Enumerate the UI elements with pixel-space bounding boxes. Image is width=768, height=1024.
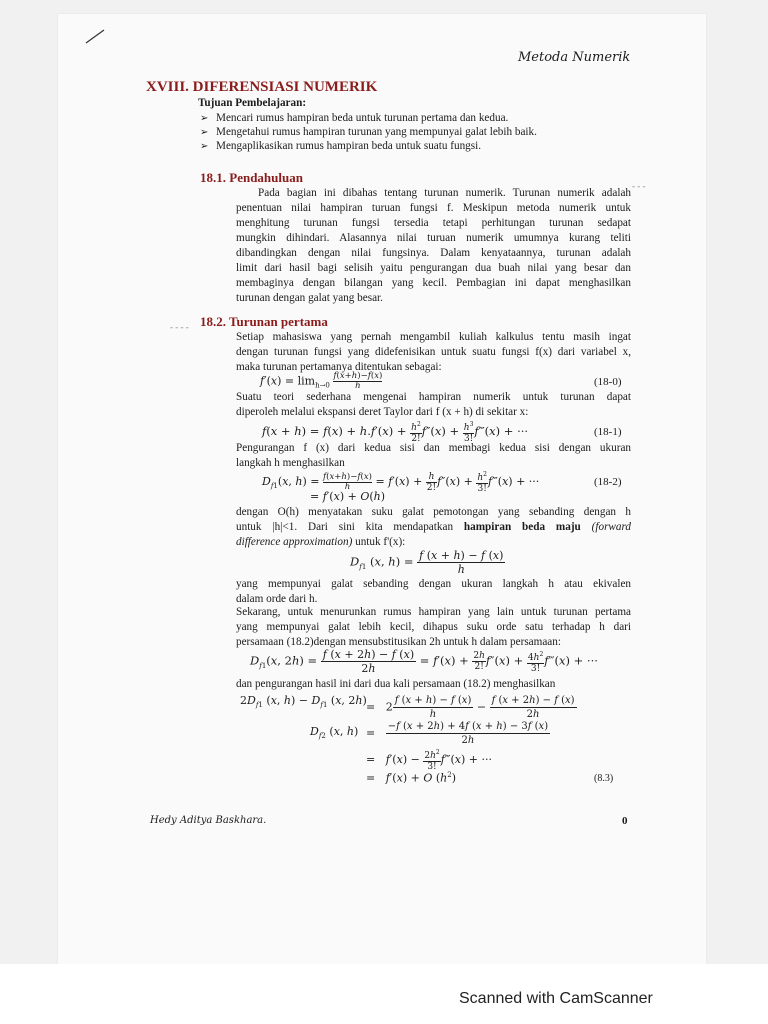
arrow-bullet-icon: ➢ (200, 113, 209, 124)
intro-paragraph-body: penentuan nilai hampiran turuan fungsi f. Meskipun metoda numerik untuk menghitung turunan fungsi tersedia tetapi perhitungan turunan sedapat mungkin dihindari. Alasannya nilai turuan numerik umumnya kurang teliti dibandingkan dengan nilai fungsinya. Dalam kenyataannya, turunan adalah limit dari hasil bagi selisih yaitu pengurangan dua buah nilai yang besar dan membaginya dengan bilangan yang kecil. Pembagian ini dapat menghasilkan turunan dengan galat yang besar. (236, 202, 631, 304)
equation-forward-difference-2h: $D_{f1}(x$, 2h) = $\frac{f (x + 2h) - f (x)}{2h}$ = f′(x) + $\frac{2h}{2!}$ f″(x) + $\frac{4h^2}{3!}$ f‴(x) + ··· (250, 648, 598, 675)
equation-number: (18-1) (594, 426, 622, 438)
page-number: 0 (622, 815, 628, 827)
order-paragraph: dengan O(h) menyatakan suku galat pemotongan yang sebanding dengan h untuk |h|<1. Dari sini kita mendapatkan hampiran beda maju (forward difference approximation) untuk f'(x): (236, 506, 632, 548)
equation-central-difference-lhs: $D_{f2}$ (x, h) (310, 725, 359, 741)
equation-central-difference-rhs: = $\frac{-f (x + 2h) + 4f (x + h) - 3f (x)}{2h}$ (366, 721, 549, 746)
equation-number: (8.3) (594, 773, 614, 784)
equation-error-order: = f′(x) + O $(h^2)$ (366, 771, 457, 785)
scan-mark: - - - (632, 181, 646, 191)
course-header: Metoda Numerik (518, 50, 631, 65)
objective-item: ➢ Mengetahui rumus hampiran turunan yang mempunyai galat lebih baik. (200, 126, 537, 138)
scanner-watermark: Scanned with CamScanner (459, 990, 653, 1007)
equation-taylor-series: f(x + h) = f(x) + h.f′(x) + $\frac{h^2}{2!}$ f″(x) + $\frac{h^3}{3!}$ f‴(x) + ··· (262, 421, 529, 444)
equation-forward-difference-order: = f′(x) + O(h) (310, 490, 386, 503)
taylor-paragraph: Suatu teori sederhana mengenai hampiran numerik untuk turunan dapat diperoleh melalui ekspansi deret Taylor dari f (x + h) di sekitar x: (236, 391, 631, 418)
subtract-paragraph: Pengurangan f (x) dari kedua sisi dan membagi kedua sisi dengan ukuran langkah h menghasilkan (236, 442, 631, 469)
equation-derivative-limit: $f'(x) = \lim_{h\to 0}$ $\frac{f(x+h)-f(x)}{h}$ (260, 371, 383, 391)
chapter-title: XVIII. DIFERENSIASI NUMERIK (146, 79, 378, 95)
section-heading-pendahuluan: 18.1. Pendahuluan (200, 170, 303, 185)
equation-error-term: = f′(x) − $\frac{2h^2}{3!}$ f‴(x) + ··· (366, 749, 492, 772)
arrow-bullet-icon: ➢ (200, 127, 209, 138)
equation-number: (18-0) (594, 376, 622, 388)
equation-combination-lhs: $2D_{f1}$ (x, $h) - D_{f1}$ (x, 2h) (240, 694, 367, 710)
objective-item: ➢ Mencari rumus hampiran beda untuk turunan pertama dan kedua. (200, 112, 509, 124)
next-paragraph: Sekarang, untuk menurunkan rumus hampiran yang lain untuk turunan pertama yang mempunyai galat lebih kecil, dihapus suku orde satu terhadap h dari persamaan (18.2)dengan mensubstitusikan 2h untuk h dalam persamaan: (236, 606, 631, 648)
pen-mark-icon (84, 26, 144, 46)
objectives-heading: Tujuan Pembelajaran: (198, 97, 307, 109)
arrow-bullet-icon: ➢ (200, 141, 209, 152)
galat-paragraph: yang mempunyai galat sebanding dengan ukuran langkah h atau ekivalen dalam orde dari h. (236, 578, 631, 605)
intro-paragraph: Pada bagian ini dibahas tentang turunan numerik. Turunan numerik adalah (258, 187, 631, 199)
objective-item: ➢ Mengaplikasikan rumus hampiran beda untuk suatu fungsi. (200, 140, 482, 152)
scan-mark: - - - - (170, 322, 189, 332)
difference-paragraph: dan pengurangan hasil ini dari dua kali persamaan (18.2) menghasilkan (236, 678, 556, 690)
section-heading-turunan-pertama: 18.2. Turunan pertama (200, 314, 328, 329)
equation-combination-rhs: = 2 $\frac{f (x + h) - f (x)}{h}$ − $\frac{f (x + 2h) - f (x)}{2h}$ (366, 695, 575, 720)
equation-forward-difference: $D_{f1}$ (x, h) = $\frac{f (x + h) - f (x)}{h}$ (350, 549, 504, 576)
author-signature: Hedy Aditya Baskhara. (150, 815, 267, 826)
equation-forward-difference-derivation: $D_{f1}(x$, h) = $\frac{f(x+h)-f(x)}{h}$ = f′(x) + $\frac{h}{2!}$ f″(x) + $\frac{h^2}{3!}$ f‴(x) + ··· (262, 471, 540, 494)
equation-number: (18-2) (594, 476, 622, 488)
section2-intro: Setiap mahasiswa yang pernah mengambil kuliah kalkulus tentu masih ingat dengan turunan fungsi yang didefenisikan untuk suatu fungsi f(x) dari variabel x, maka turunan pertamanya ditentukan sebagai: (236, 331, 631, 373)
